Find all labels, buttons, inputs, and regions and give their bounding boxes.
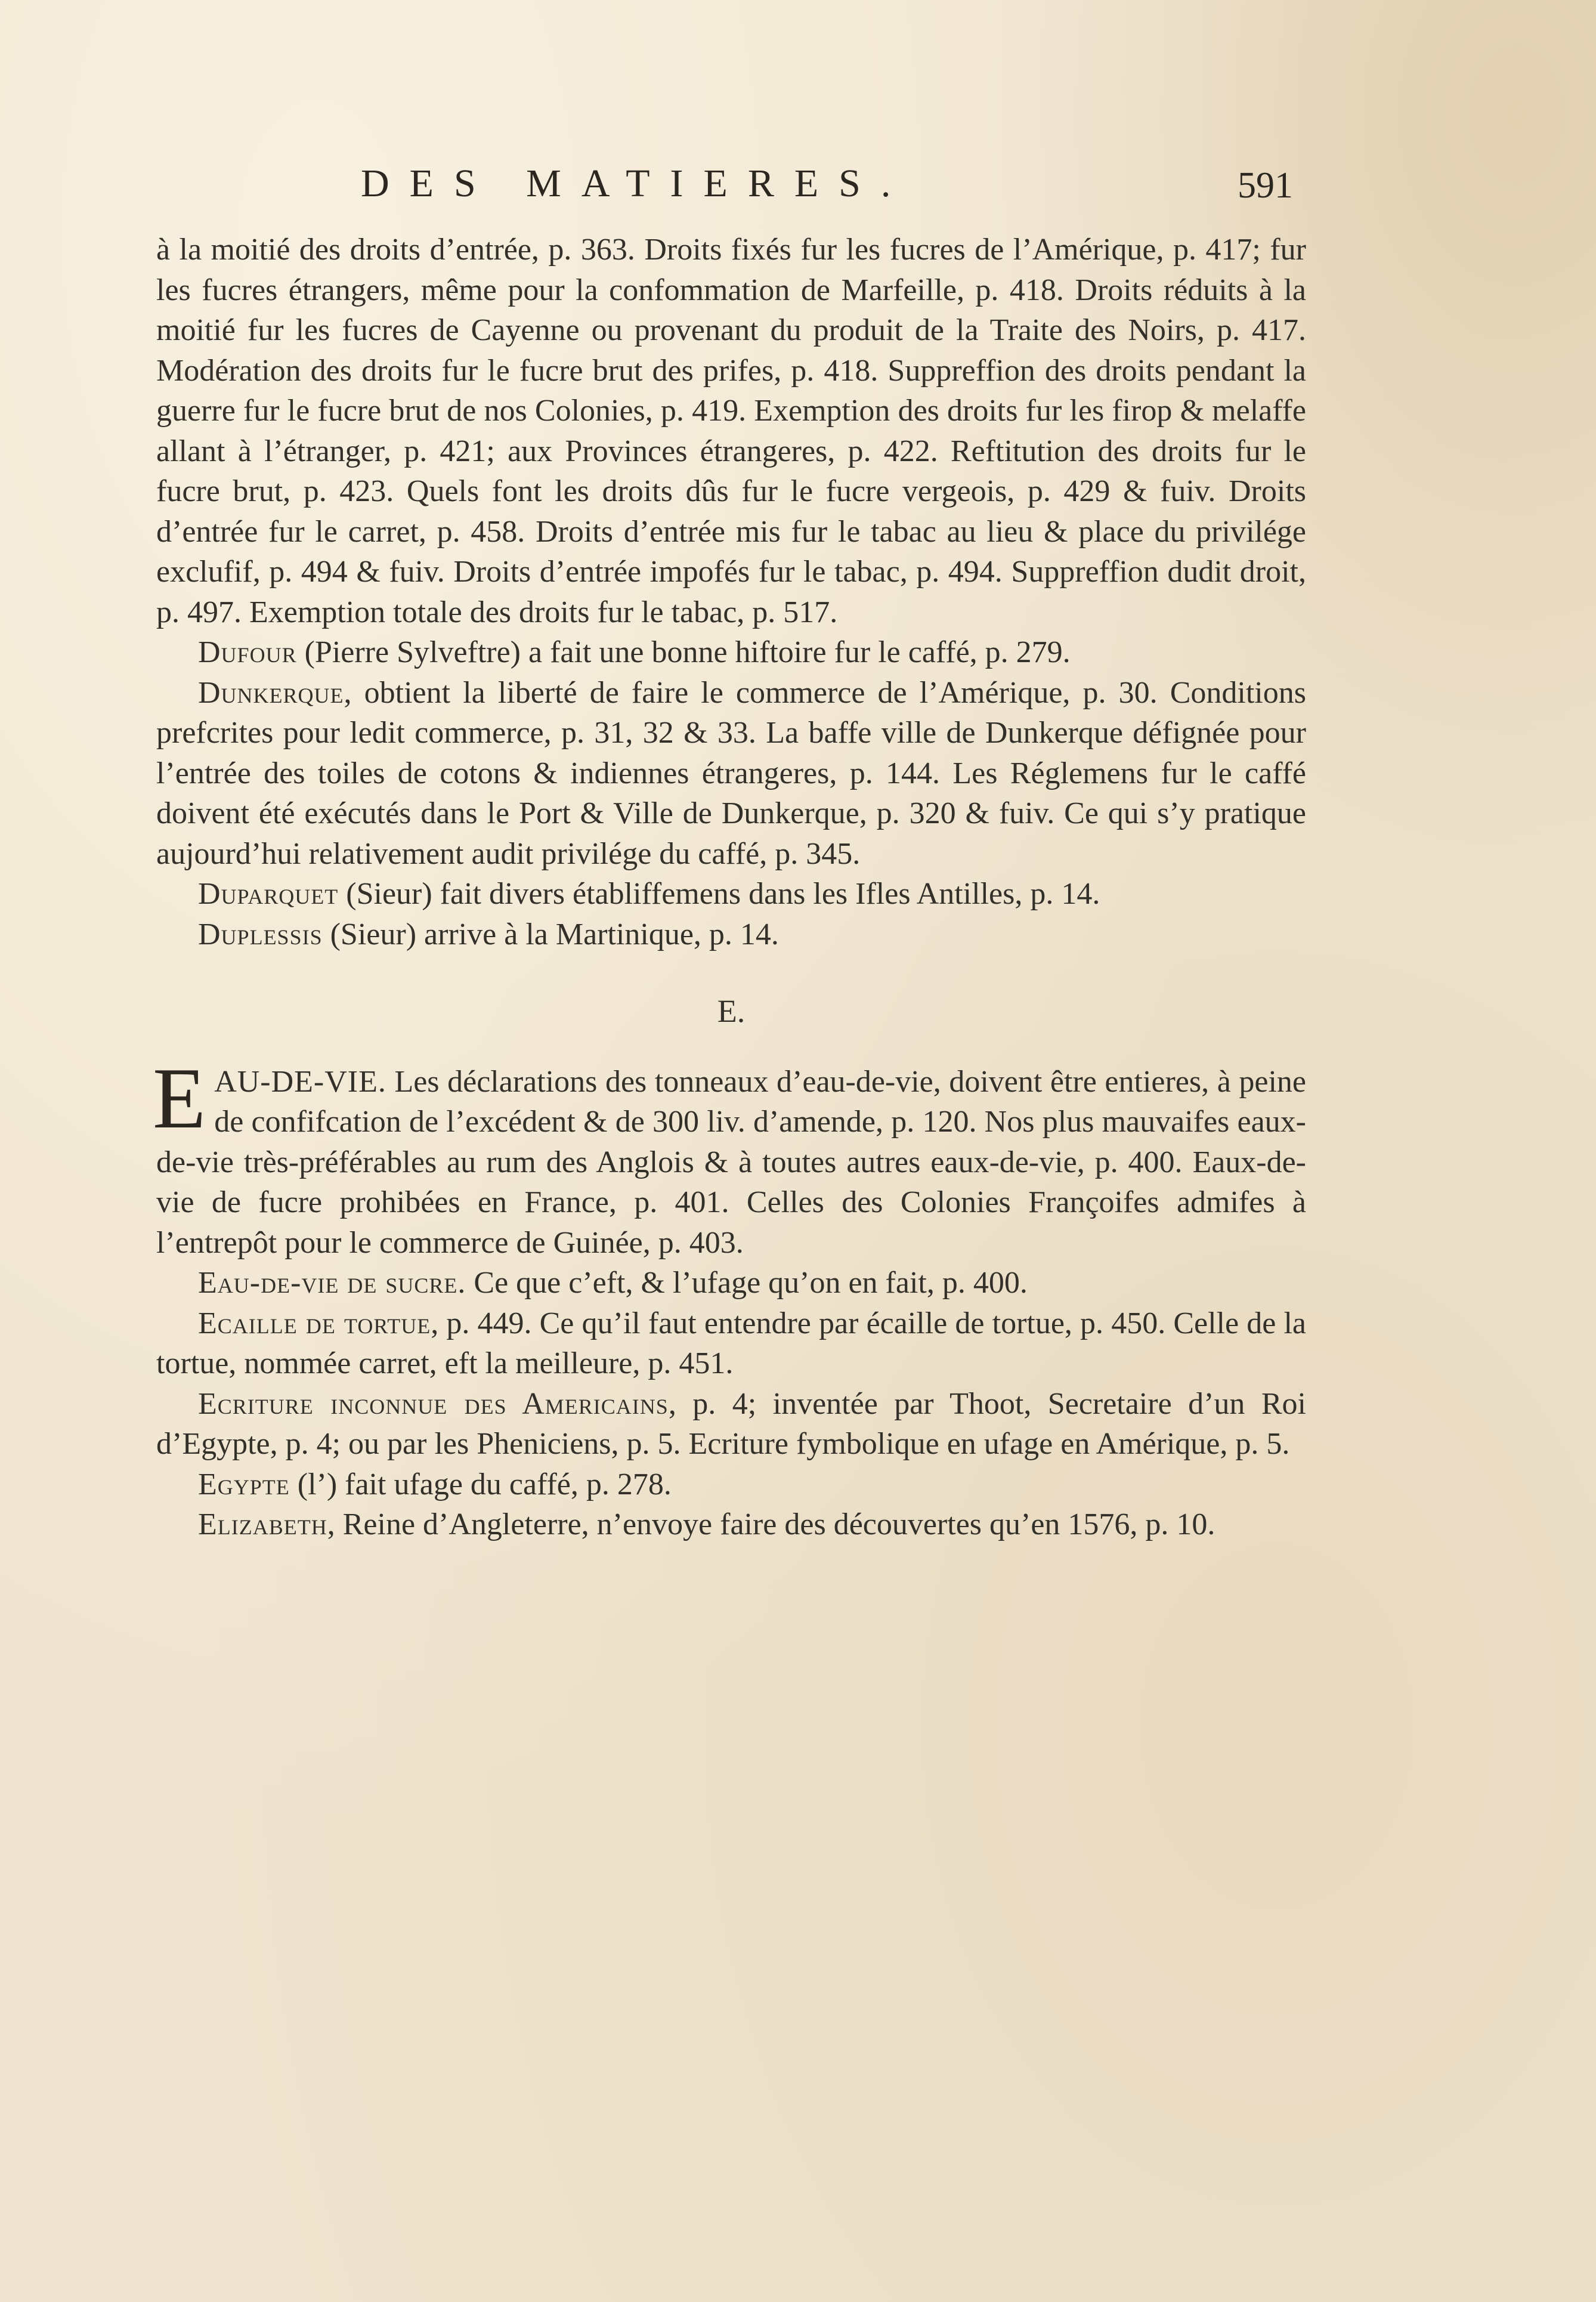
index-entry-eau-de-vie	[153, 1049, 1306, 1263]
continuation-paragraph: à la moitié des droits d’entrée, p. 363. Droits fixés fur les fucres de l’Amérique, p. 417; fur les fucres étrangers, même pour la confommation de Marfeille, p. 418. Droits réduits à la moitié fur les fucres de Cayenne ou provenant du produit de la Traite des Noirs, p. 417. Modération des droits fur le fucre brut des prifes, p. 418. Suppreffion des droits pendant la guerre fur le fucre brut de nos Colonies, p. 419. Exemption des droits fur les firop & melaffe allant à l’étranger, p. 421; aux Provinces étrangeres, p. 422. Reftitution des droits fur le fucre brut, p. 423. Quels font les droits dûs fur le fucre vergeois, p. 429 & fuiv. Droits d’entrée fur le carret, p. 458. Droits d’entrée mis fur le tabac au lieu & place du privilége exclufif, p. 494 & fuiv. Droits d’entrée impofés fur le tabac, p. 494. Suppreffion dudit droit, p. 497. Exemption totale des droits fur le tabac, p. 517.	[156, 233, 1306, 629]
running-title: DES MATIERES.	[361, 162, 911, 205]
entry-headword: Elizabeth	[198, 1507, 327, 1541]
entry-headword: AU-DE-VIE.	[214, 1064, 386, 1099]
index-entry-ecaille-de-tortue	[156, 1303, 1306, 1384]
entry-text: (Sieur) arrive à la Martinique, p. 14.	[322, 917, 779, 951]
index-entry-ecriture-inconnue	[156, 1384, 1306, 1464]
entry-headword: Dufour	[198, 635, 297, 669]
entry-text: (Sieur) fait divers établiffemens dans les Ifles Antilles, p. 14.	[338, 877, 1100, 911]
entry-text: , p. 449. Ce qu’il faut entendre par écaille de tortue, p. 450. Celle de la tortue, nommée carret, eft la meilleure, p. 451.	[156, 1306, 1306, 1380]
drop-cap: E	[153, 1049, 206, 1147]
index-entry-dunkerque	[156, 673, 1306, 875]
entry-text: (l’) fait ufage du caffé, p. 278.	[289, 1467, 672, 1501]
entry-text: , obtient la liberté de faire le commerce de l’Amérique, p. 30. Conditions prefcrites pour ledit commerce, p. 31, 32 & 33. La baffe ville de Dunkerque défignée pour l’entrée des toiles de cotons & indiennes étrangeres, p. 144. Les Réglemens fur le caffé doivent été exécutés dans le Port & Ville de Dunkerque, p. 320 & fuiv. Ce qui s’y pratique aujourd’hui relativement audit privilége du caffé, p. 345.	[156, 675, 1306, 871]
entry-text: , p. 4; inventée par Thoot, Secretaire d’un Roi d’Egypte, p. 4; ou par les Pheniciens, p. 5. Ecriture fymbolique en ufage en Amérique, p. 5.	[156, 1386, 1306, 1461]
entry-text: Les déclarations des tonneaux d’eau-de-vie, doivent être entieres, à peine de confifcation de l’excédent & de 300 liv. d’amende, p. 120. Nos plus mauvaifes eaux-de-vie très-préférables au rum des Anglois & à toutes autres eaux-de-vie, p. 400. Eaux-de-vie de fucre prohibées en France, p. 401. Celles des Colonies Françoifes admifes à l’entrepôt pour le commerce de Guinée, p. 403.	[156, 1064, 1306, 1260]
entry-text: (Pierre Sylveftre) a fait une bonne hiftoire fur le caffé, p. 279.	[296, 635, 1071, 669]
index-entry-dufour	[156, 632, 1306, 673]
index-entry-egypte	[156, 1464, 1306, 1505]
entry-text: Ce que c’eft, & l’ufage qu’on en fait, p. 400.	[466, 1266, 1028, 1300]
page-header	[0, 161, 1596, 221]
entry-headword: Duplessis	[198, 917, 323, 951]
entry-headword: Eau-de-vie de sucre.	[198, 1266, 466, 1300]
section-letter-e: E.	[717, 993, 746, 1029]
entry-text: , Reine d’Angleterre, n’envoye faire des découvertes qu’en 1576, p. 10.	[327, 1507, 1215, 1541]
index-entry-eau-de-vie-de-sucre	[156, 1263, 1306, 1303]
index-entry-duparquet	[156, 874, 1306, 914]
entry-headword: Egypte	[198, 1467, 290, 1501]
index-entry-elizabeth	[156, 1504, 1306, 1545]
entry-headword: Dunkerque	[198, 675, 344, 710]
index-body	[153, 230, 1306, 1545]
index-entry-duplessis	[156, 914, 1306, 955]
entry-headword: Ecaille de tortue	[198, 1306, 431, 1340]
entry-headword: Duparquet	[198, 877, 339, 911]
entry-headword: Ecriture inconnue des Americains	[198, 1386, 669, 1421]
page-number: 591	[1238, 165, 1293, 206]
